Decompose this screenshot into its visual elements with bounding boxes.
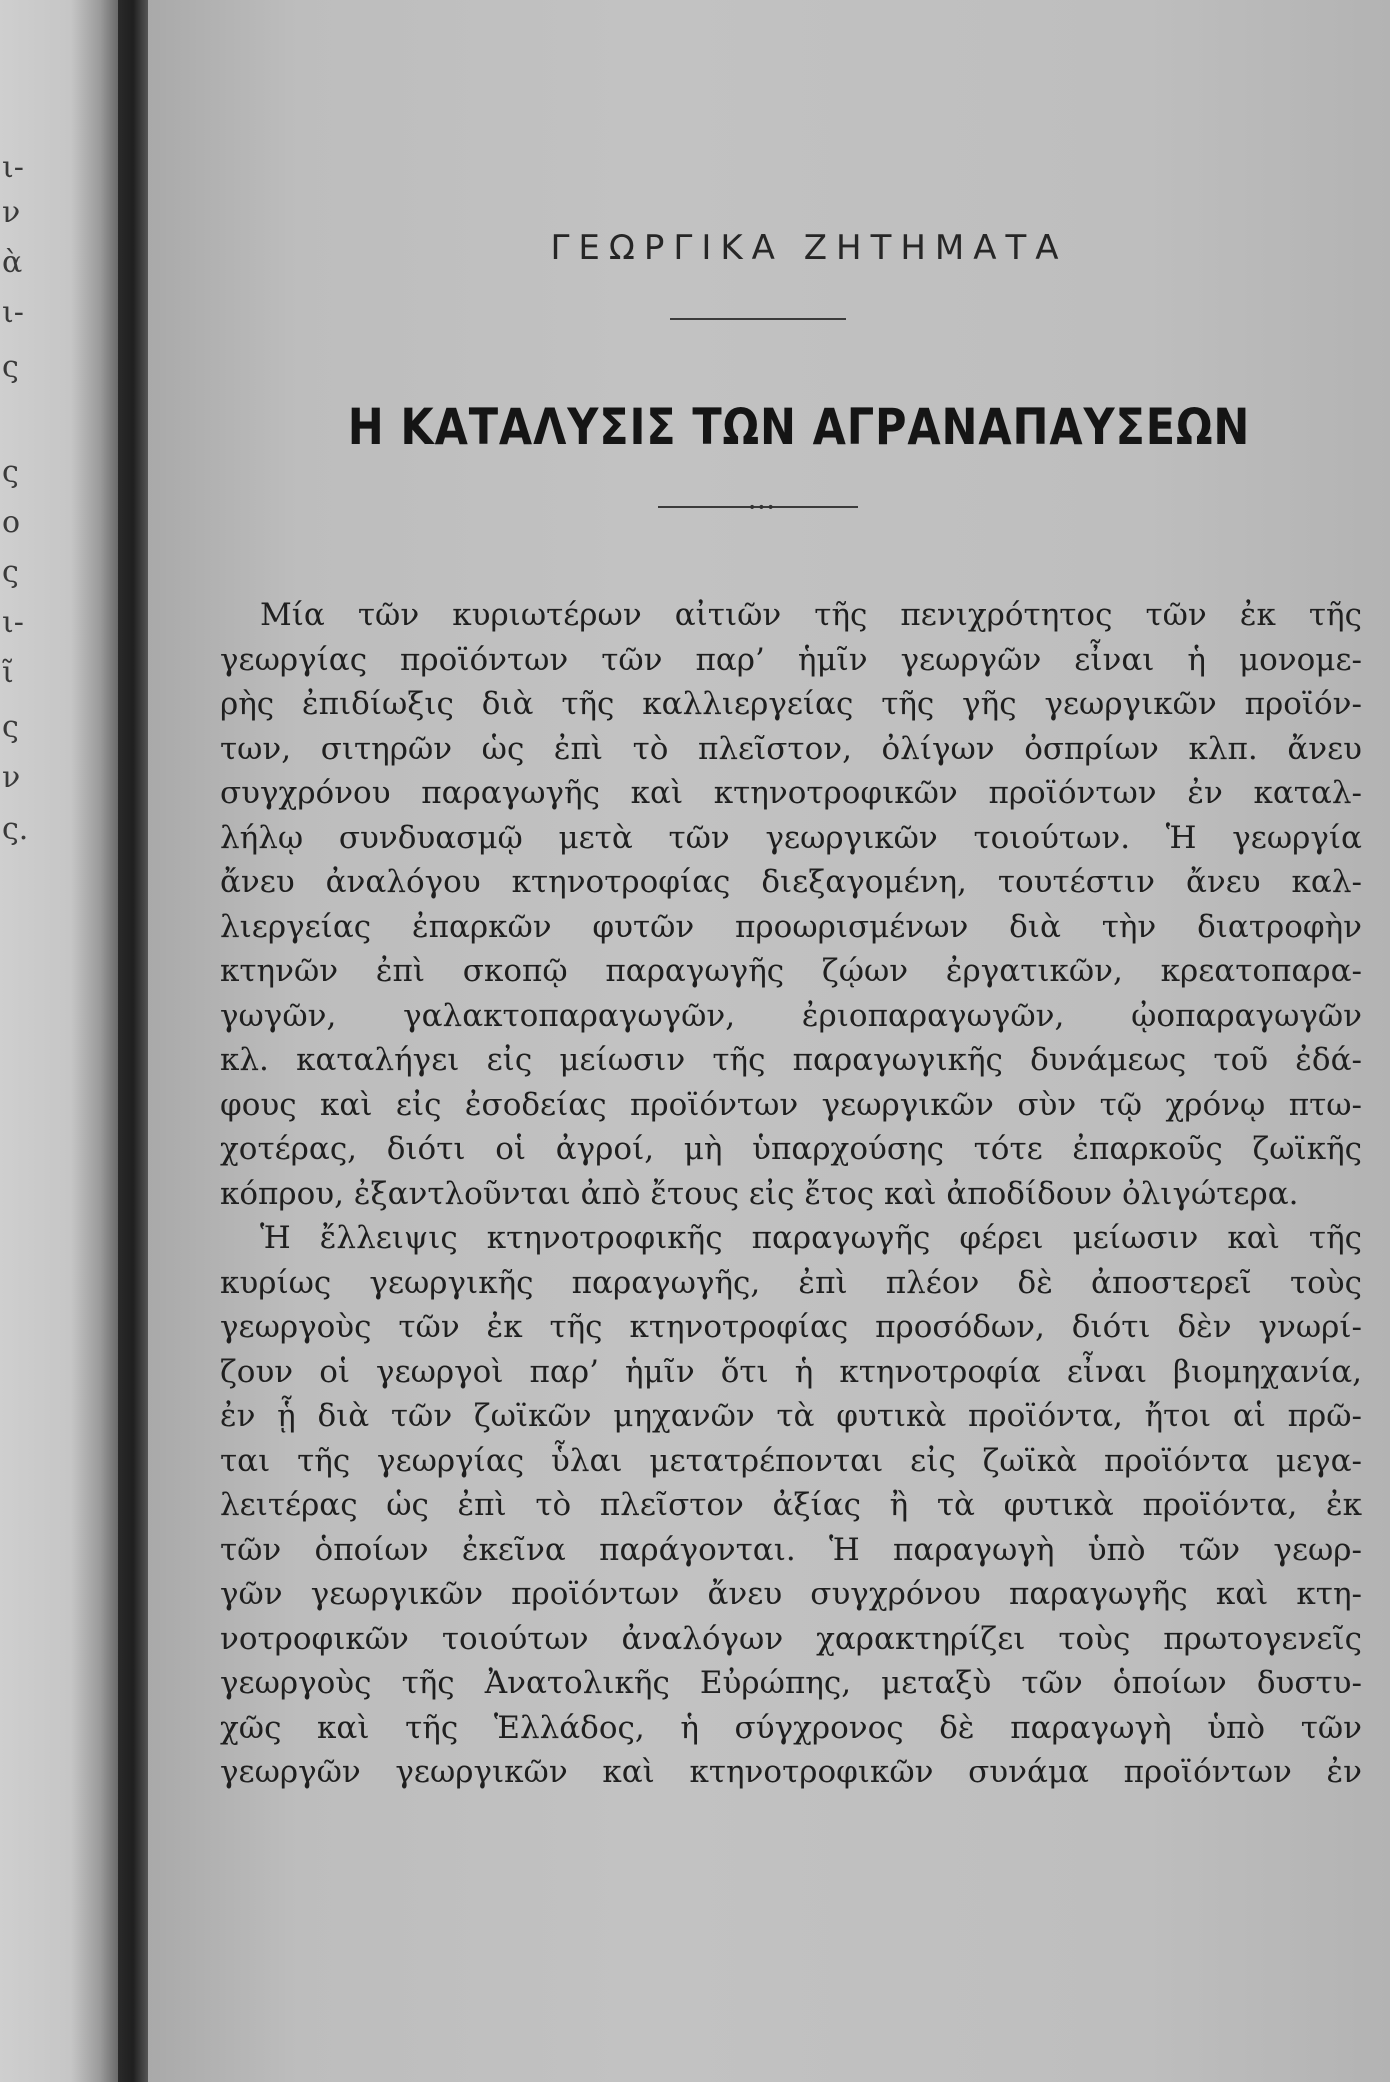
body-line: ζουν οἱ γεωργοὶ παρ’ ἡμῖν ὅτι ἡ κτηνοτροφία εἶναι βιομηχανία, [220,1353,1362,1390]
body-line: κλ. καταλήγει εἰς μείωσιν τῆς παραγωγικῆς δυνάμεως τοῦ ἐδά- [220,1042,1362,1078]
body-line: χῶς καὶ τῆς Ἑλλάδος, ἡ σύγχρονος δὲ παραγωγὴ ὑπὸ τῶν [220,1709,1362,1746]
body-line: ται τῆς γεωργίας ὗλαι μετατρέπονται εἰς ζωϊκὰ προϊόντα μεγα- [220,1442,1362,1479]
body-line: Ἡ ἔλλειψις κτηνοτροφικῆς παραγωγῆς φέρει μείωσιν καὶ τῆς [260,1220,1362,1256]
body-line: γεωργίας προϊόντων τῶν παρ’ ἡμῖν γεωργῶν εἶναι ἡ μονομε- [220,641,1362,678]
body-line: γωγῶν, γαλακτοπαραγωγῶν, ἐριοπαραγωγῶν, ᾠοπαραγωγῶν [220,997,1362,1034]
ornament-rule [658,500,858,516]
body-line: ἄνευ ἀναλόγου κτηνοτροφίας διεξαγομένη, τουτέστιν ἄνευ καλ- [220,864,1362,900]
body-line: ἐν ᾗ διὰ τῶν ζωϊκῶν μηχανῶν τὰ φυτικὰ προϊόντα, ἤτοι αἱ πρῶ- [220,1398,1362,1434]
body-line: ρὴς ἐπιδίωξις διὰ τῆς καλλιεργείας τῆς γῆς γεωργικῶν προϊόν- [220,686,1362,722]
book-gutter [118,0,148,2082]
margin-fragment: ν [2,195,21,230]
margin-fragment: ι- [2,150,24,185]
body-line: των, σιτηρῶν ὡς ἐπὶ τὸ πλεῖστον, ὀλίγων ὀσπρίων κλπ. ἄνευ [220,730,1362,767]
body-line: γεωργοὺς τῆς Ἀνατολικῆς Εὐρώπης, μεταξὺ τῶν ὁποίων δυστυ- [220,1665,1362,1701]
body-line: λήλῳ συνδυασμῷ μετὰ τῶν γεωργικῶν τοιούτων. Ἡ γεωργία [220,819,1362,856]
article-title: Η ΚΑΤΑΛΥΣΙΣ ΤΩΝ ΑΓΡΑΝΑΠΑΥΣΕΩΝ [347,398,1251,456]
margin-fragment: ῖ [2,655,14,690]
body-line: φους καὶ εἰς ἐσοδείας προϊόντων γεωργικῶν σὺν τῷ χρόνῳ πτω- [220,1086,1362,1123]
body-line: λειτέρας ὡς ἐπὶ τὸ πλεῖστον ἀξίας ἢ τὰ φυτικὰ προϊόντα, ἐκ [220,1487,1362,1523]
body-line: γεωργῶν γεωργικῶν καὶ κτηνοτροφικῶν συνάμα προϊόντων ἐν [220,1754,1362,1790]
body-line: γεωργοὺς τῶν ἐκ τῆς κτηνοτροφίας προσόδων, διότι δὲν γνωρί- [220,1309,1362,1345]
body-line: κόπρου, ἐξαντλοῦνται ἀπὸ ἔτους εἰς ἔτος καὶ ἀποδίδουν ὀλιγώτερα. [220,1175,1299,1212]
margin-fragment: ς [2,455,19,490]
body-line: τῶν ὁποίων ἐκεῖνα παράγονται. Ἡ παραγωγὴ ὑπὸ τῶν γεωρ- [220,1531,1362,1568]
margin-fragment: ι- [2,295,24,330]
margin-fragment: ς [2,710,19,745]
left-page-edge [0,0,118,2082]
divider-rule [670,318,846,320]
book-page [148,0,1390,2082]
margin-fragment: ο [2,505,21,540]
margin-fragment: ς [2,555,19,590]
margin-fragment: ς. [2,812,29,847]
body-line: συγχρόνου παραγωγῆς καὶ κτηνοτροφικῶν προϊόντων ἐν καταλ- [220,775,1362,811]
body-line: κυρίως γεωργικῆς παραγωγῆς, ἐπὶ πλέον δὲ ἀποστερεῖ τοὺς [220,1264,1362,1301]
margin-fragment: ι- [2,605,24,640]
ornament-dots: ••• [748,500,776,516]
body-line: χοτέρας, διότι οἱ ἀγροί, μὴ ὑπαρχούσης τότε ἐπαρκοῦς ζωϊκῆς [220,1131,1362,1167]
margin-fragment: ὰ [2,245,23,280]
section-heading: ΓΕΩΡΓΙΚΑ ΖΗΤΗΜΑΤΑ [550,228,1068,268]
body-line: γῶν γεωργικῶν προϊόντων ἄνευ συγχρόνου παραγωγῆς καὶ κτη- [220,1576,1362,1612]
body-line: Μία τῶν κυριωτέρων αἰτιῶν τῆς πενιχρότητος τῶν ἐκ τῆς [260,597,1362,633]
article-body [220,593,1362,1795]
margin-fragment: ν [2,760,21,795]
body-line: λιεργείας ἐπαρκῶν φυτῶν προωρισμένων διὰ τὴν διατροφὴν [220,908,1362,945]
body-line: κτηνῶν ἐπὶ σκοπῷ παραγωγῆς ζῴων ἐργατικῶν, κρεατοπαρα- [220,953,1362,989]
margin-fragment: ς [2,350,19,385]
body-line: νοτροφικῶν τοιούτων ἀναλόγων χαρακτηρίζει τοὺς πρωτογενεῖς [220,1620,1362,1657]
